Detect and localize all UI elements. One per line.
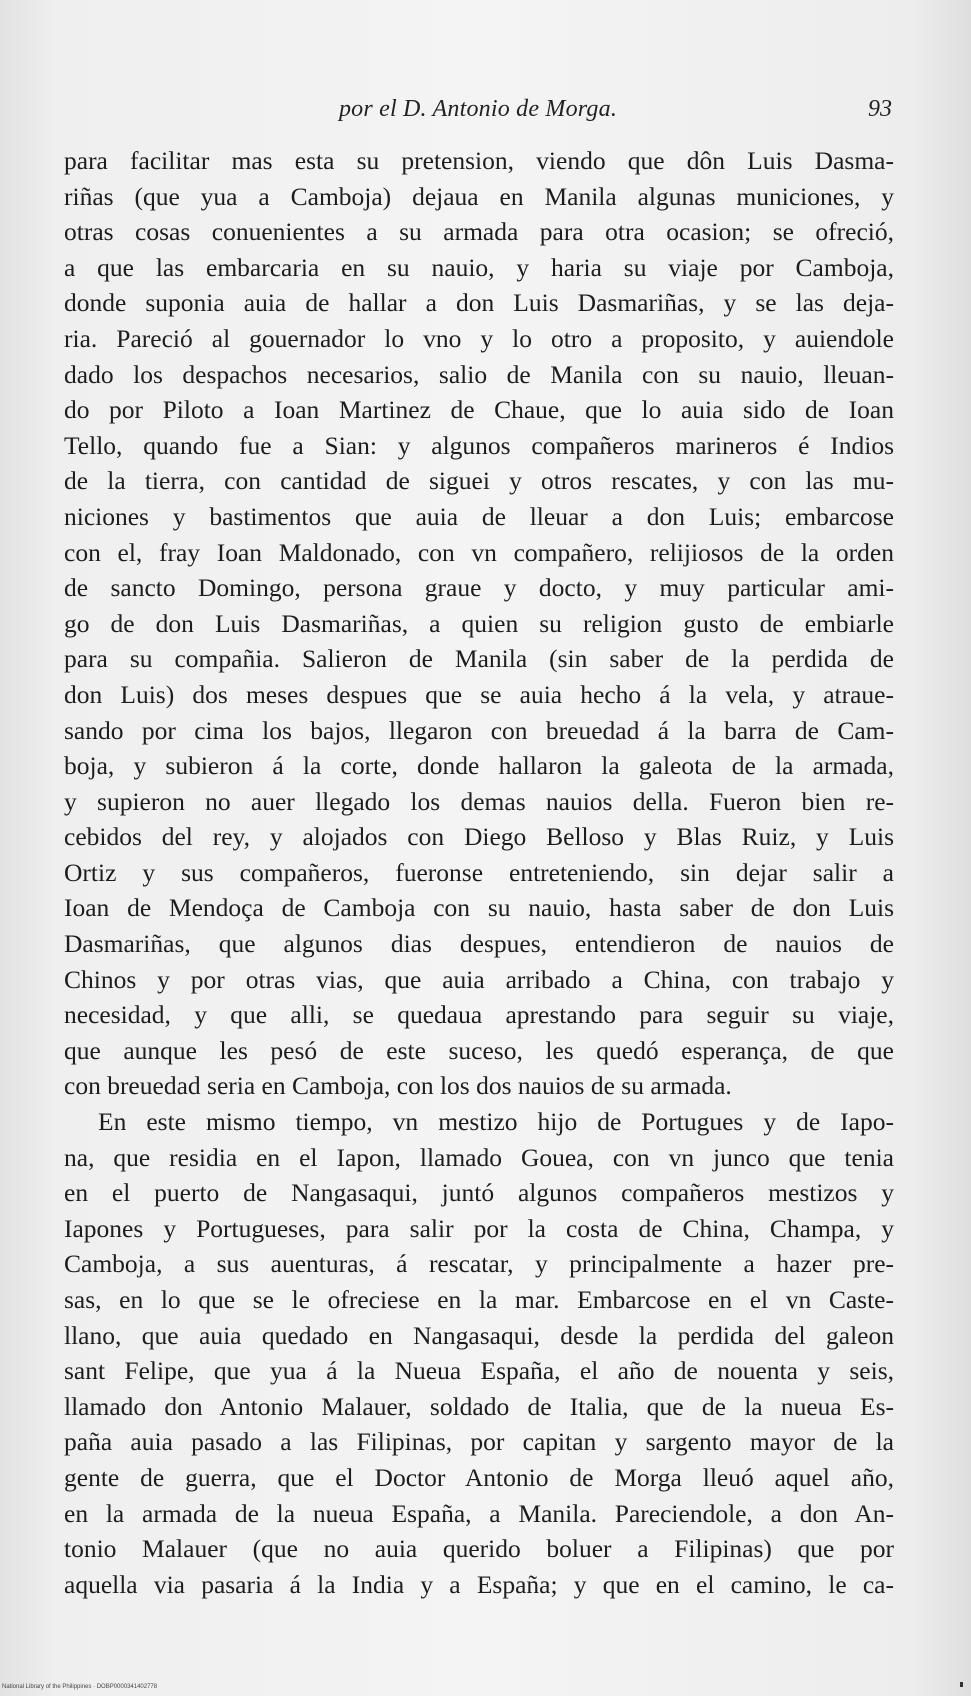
text-line: para facilitar mas esta su pretension, viendo que dôn Luis Dasma- xyxy=(64,146,894,175)
text-line: llamado don Antonio Malauer, soldado de Italia, que de la nueua Es- xyxy=(64,1391,894,1421)
text-line: Ortiz y sus compañeros, fueronse entreteniendo, sin dejar salir a xyxy=(64,857,894,887)
text-line: Camboja, a sus auenturas, á rescatar, y principalmente a hazer pre- xyxy=(64,1249,894,1279)
paragraph-2 xyxy=(64,1104,894,1602)
text-line: en la armada de la nueua España, a Manila. Pareciendole, a don An- xyxy=(64,1498,894,1528)
text-line: de sancto Domingo, persona graue y docto, y muy particular ami- xyxy=(64,573,894,603)
text-line: y supieron no auer llegado los demas nauios della. Fueron bien re- xyxy=(64,786,894,816)
running-head: por el D. Antonio de Morga. xyxy=(338,96,618,122)
text-line: go de don Luis Dasmariñas, a quien su religion gusto de embiarle xyxy=(64,608,894,638)
text-line: sant Felipe, que yua á la Nueua España, el año de nouenta y seis, xyxy=(64,1356,894,1386)
text-line: Iapones y Portugueses, para salir por la costa de China, Champa, y xyxy=(64,1213,894,1243)
text-line: con el, fray Ioan Maldonado, con vn compañero, relijiosos de la orden xyxy=(64,537,894,567)
text-line: na, que residia en el Iapon, llamado Gouea, con vn junco que tenia xyxy=(64,1142,894,1172)
text-line: que aunque les pesó de este suceso, les quedó esperança, de que xyxy=(64,1035,894,1065)
text-line: dado los despachos necesarios, salio de Manila con su nauio, lleuan- xyxy=(64,359,894,389)
scan-mark xyxy=(960,1682,963,1687)
text-line: niciones y bastimentos que auia de lleuar a don Luis; embarcose xyxy=(64,501,894,531)
text-line: aquella via pasaria á la India y a España; y que en el camino, le ca- xyxy=(64,1569,894,1599)
text-line: ria. Pareció al gouernador lo vno y lo otro a proposito, y auiendole xyxy=(64,323,894,353)
text-line: boja, y subieron á la corte, donde hallaron la galeota de la armada, xyxy=(64,751,894,781)
text-line: sando por cima los bajos, llegaron con breuedad á la barra de Cam- xyxy=(64,715,894,745)
text-line: otras cosas conuenientes a su armada para otra ocasion; se ofreció, xyxy=(64,217,894,247)
text-line: Ioan de Mendoça de Camboja con su nauio, hasta saber de don Luis xyxy=(64,893,894,923)
library-credit: National Library of the Philippines · DOBP0000341402778 xyxy=(2,1684,158,1690)
text-line: para su compañia. Salieron de Manila (sin saber de la perdida de xyxy=(64,644,894,674)
text-line: necesidad, y que alli, se quedaua aprestando para seguir su viaje, xyxy=(64,1000,894,1030)
text-line: de la tierra, con cantidad de siguei y otros rescates, y con las mu- xyxy=(64,466,894,496)
text-line: donde suponia auia de hallar a don Luis Dasmariñas, y se las deja- xyxy=(64,288,894,318)
text-line: tonio Malauer (que no auia querido boluer a Filipinas) que por xyxy=(64,1534,894,1564)
text-line: En este mismo tiempo, vn mestizo hijo de Portugues y de Iapo- xyxy=(98,1107,894,1137)
paragraph-1 xyxy=(64,143,894,1104)
text-line: do por Piloto a Ioan Martinez de Chaue, que lo auia sido de Ioan xyxy=(64,395,894,425)
text-line: Dasmariñas, que algunos dias despues, entendieron de nauios de xyxy=(64,929,894,959)
text-line: llano, que auia quedado en Nangasaqui, desde la perdida del galeon xyxy=(64,1320,894,1350)
body-text xyxy=(64,143,894,1602)
text-line: don Luis) dos meses despues que se auia hecho á la vela, y atraue- xyxy=(64,679,894,709)
text-line: a que las embarcaria en su nauio, y haria su viaje por Camboja, xyxy=(64,252,894,282)
text-line: cebidos del rey, y alojados con Diego Belloso y Blas Ruiz, y Luis xyxy=(64,822,894,852)
text-line: paña auia pasado a las Filipinas, por capitan y sargento mayor de la xyxy=(64,1427,894,1457)
text-line: Chinos y por otras vias, que auia arribado a China, con trabajo y xyxy=(64,964,894,994)
text-line: Tello, quando fue a Sian: y algunos compañeros marineros é Indios xyxy=(64,430,894,460)
text-line: gente de guerra, que el Doctor Antonio de Morga lleuó aquel año, xyxy=(64,1462,894,1492)
text-line: riñas (que yua a Camboja) dejaua en Manila algunas municiones, y xyxy=(64,181,894,211)
text-line: sas, en lo que se le ofreciese en la mar. Embarcose en el vn Caste- xyxy=(64,1285,894,1314)
text-line: en el puerto de Nangasaqui, juntó algunos compañeros mestizos y xyxy=(64,1178,894,1208)
page-header xyxy=(60,96,896,128)
page-number: 93 xyxy=(868,96,892,122)
text-line: con breuedad seria en Camboja, con los dos nauios de su armada. xyxy=(64,1071,732,1101)
